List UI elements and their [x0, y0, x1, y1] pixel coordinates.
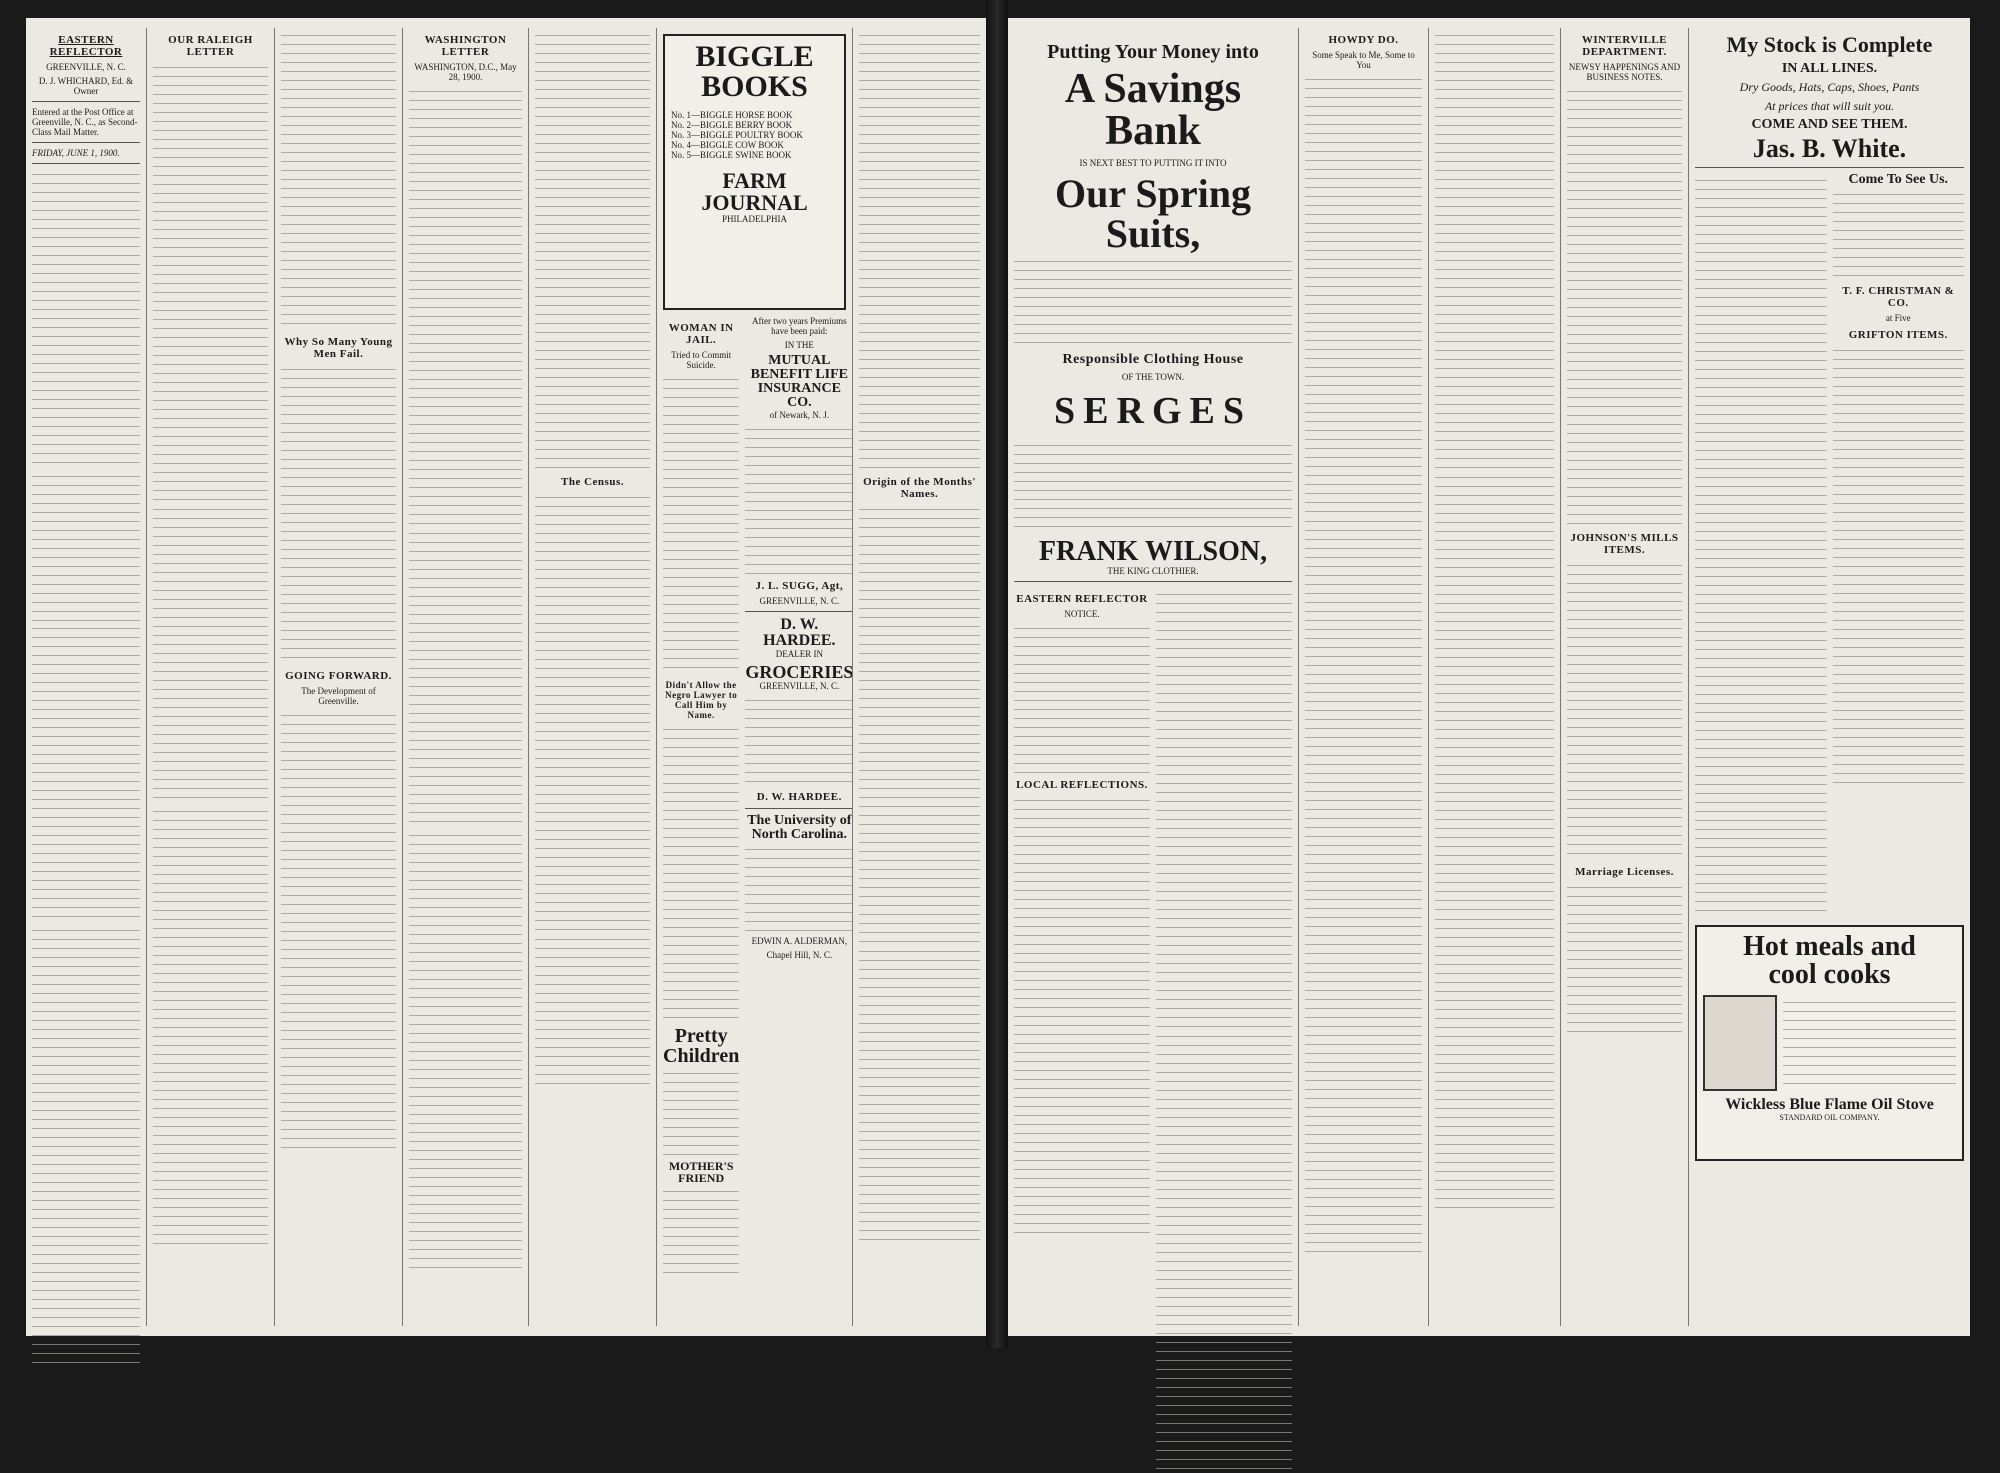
biggle-item-2: No. 2—BIGGLE BERRY BOOK — [671, 120, 793, 130]
biggle-title: BIGGLE BOOKS — [695, 40, 814, 103]
savings-line1: Putting Your Money into — [1047, 41, 1259, 63]
stock-line1: My Stock is Complete — [1726, 32, 1933, 57]
serges-heading: SERGES — [1054, 390, 1252, 432]
mutual-in-the: IN THE — [784, 340, 814, 350]
masthead-date: FRIDAY, JUNE 1, 1900. — [32, 148, 120, 158]
biggle-item-4: No. 4—BIGGLE COW BOOK — [671, 140, 784, 150]
unc-place: Chapel Hill, N. C. — [766, 950, 833, 960]
hardee-dealer: DEALER IN — [775, 649, 823, 659]
column-washington — [402, 28, 528, 1326]
mutual-agent: J. L. SUGG, Agt, — [755, 580, 844, 592]
washington-heading: WASHINGTON LETTER — [424, 34, 507, 58]
howdy-sub: Some Speak to Me, Some to You — [1312, 50, 1415, 70]
stove-company: STANDARD OIL COMPANY. — [1779, 1113, 1880, 1122]
masthead-title: EASTERN REFLECTOR — [49, 34, 123, 58]
stove-ad — [1695, 925, 1964, 1161]
right-page — [1008, 18, 1970, 1336]
winter-sub: NEWSY HAPPENINGS AND BUSINESS NOTES. — [1568, 62, 1681, 82]
frank-wilson: FRANK WILSON, — [1038, 536, 1268, 567]
column-census — [528, 28, 656, 1326]
unc-title: The University of North Carolina. — [747, 813, 852, 842]
stock-line5: COME AND SEE THEM. — [1751, 117, 1908, 132]
savings-line2: A Savings Bank — [1064, 66, 1242, 154]
winter-heading: WINTERVILLE DEPARTMENT. — [1581, 34, 1668, 58]
biggle-publisher: PHILADELPHIA — [722, 214, 787, 224]
mutual-place: of Newark, N. J. — [769, 410, 830, 420]
savings-resp: Responsible Clothing House — [1062, 352, 1244, 367]
local-heading: LOCAL REFLECTIONS. — [1016, 779, 1148, 791]
stock-name: Jas. B. White. — [1752, 134, 1907, 163]
column-howdy — [1298, 28, 1428, 1326]
negro-lawyer-heading: Didn't Allow the Negro Lawyer to Call Him by Name. — [665, 680, 738, 720]
masthead-place: GREENVILLE, N. C. — [46, 62, 126, 72]
stove-name: Wickless Blue Flame Oil Stove — [1725, 1096, 1934, 1113]
hardee-goods: GROCERIES — [745, 662, 854, 682]
come-loc: at Five — [1885, 313, 1911, 323]
johnson-heading: JOHNSON'S MILLS ITEMS. — [1570, 532, 1679, 556]
notice-title: EASTERN REFLECTOR — [1016, 593, 1148, 605]
going-forward-heading: GOING FORWARD. — [285, 670, 392, 682]
mothers-friend: MOTHER'S FRIEND — [668, 1159, 734, 1185]
savings-of-town: OF THE TOWN. — [1121, 372, 1185, 382]
farm-journal-title: FARM JOURNAL — [701, 168, 808, 215]
stove-line2: cool cooks — [1768, 959, 1891, 990]
column-savings — [1008, 28, 1298, 1326]
biggle-item-5: No. 5—BIGGLE SWINE BOOK — [671, 150, 792, 160]
washington-dateline: WASHINGTON, D.C., May 28, 1900. — [414, 62, 517, 82]
frank-king: THE KING CLOTHIER. — [1107, 566, 1199, 576]
savings-line3: IS NEXT BEST TO PUTTING IT INTO — [1079, 158, 1227, 168]
young-men-heading: Why So Many Young Men Fail. — [284, 336, 393, 360]
column-masthead — [26, 28, 146, 1326]
going-forward-sub: The Development of Greenville. — [301, 686, 376, 706]
column-middle — [1428, 28, 1560, 1326]
biggle-item-3: No. 3—BIGGLE POULTRY BOOK — [671, 130, 803, 140]
column-origin — [852, 28, 986, 1326]
hardee-place: GREENVILLE, N. C. — [759, 681, 840, 691]
woman-jail-sub: Tried to Commit Suicide. — [671, 350, 732, 370]
pretty-children-title: Pretty Children — [663, 1025, 740, 1067]
biggle-item-1: No. 1—BIGGLE HORSE BOOK — [671, 110, 793, 120]
grifton-heading: GRIFTON ITEMS. — [1848, 329, 1948, 341]
biggle-books-ad — [663, 34, 846, 310]
mutual-name: MUTUAL BENEFIT LIFE INSURANCE CO. — [750, 353, 849, 410]
howdy-heading: HOWDY DO. — [1328, 34, 1399, 46]
masthead-entered: Entered at the Post Office at Greenville, N. C., as Second-Class Mail Matter. — [32, 107, 138, 137]
woman-jail-heading: WOMAN IN JAIL. — [668, 322, 734, 346]
stock-line4: At prices that will suit you. — [1764, 99, 1895, 113]
savings-line4: Our Spring Suits, — [1055, 171, 1251, 256]
column-raleigh — [146, 28, 274, 1326]
stove-line1: Hot meals and — [1743, 931, 1916, 962]
marriage-heading: Marriage Licenses. — [1575, 866, 1674, 878]
column-winterville — [1560, 28, 1688, 1326]
stock-line2: IN ALL LINES. — [1781, 61, 1878, 76]
come-owner: T. F. CHRISTMAN & CO. — [1842, 285, 1955, 309]
page-gutter — [986, 0, 1008, 1348]
origin-heading: Origin of the Months' Names. — [863, 476, 976, 500]
census-heading: The Census. — [561, 476, 624, 488]
masthead-editor: D. J. WHICHARD, Ed. & Owner — [38, 76, 134, 96]
mutual-agent-place: GREENVILLE, N. C. — [759, 596, 840, 606]
unc-president: EDWIN A. ALDERMAN, — [751, 936, 848, 946]
column-biggle — [656, 28, 852, 1326]
come-title: Come To See Us. — [1848, 172, 1949, 187]
stove-illustration — [1703, 995, 1777, 1091]
column-going-forward — [274, 28, 402, 1326]
hardee-name: D. W. HARDEE. — [763, 616, 836, 649]
left-page — [26, 18, 986, 1336]
notice-sub: NOTICE. — [1064, 609, 1100, 619]
mutual-intro: After two years Premiums have been paid: — [751, 316, 847, 336]
column-stock — [1688, 28, 1970, 1326]
stock-line3: Dry Goods, Hats, Caps, Shoes, Pants — [1739, 80, 1920, 94]
hardee-sign: D. W. HARDEE. — [756, 791, 842, 803]
raleigh-heading: OUR RALEIGH LETTER — [168, 34, 253, 58]
